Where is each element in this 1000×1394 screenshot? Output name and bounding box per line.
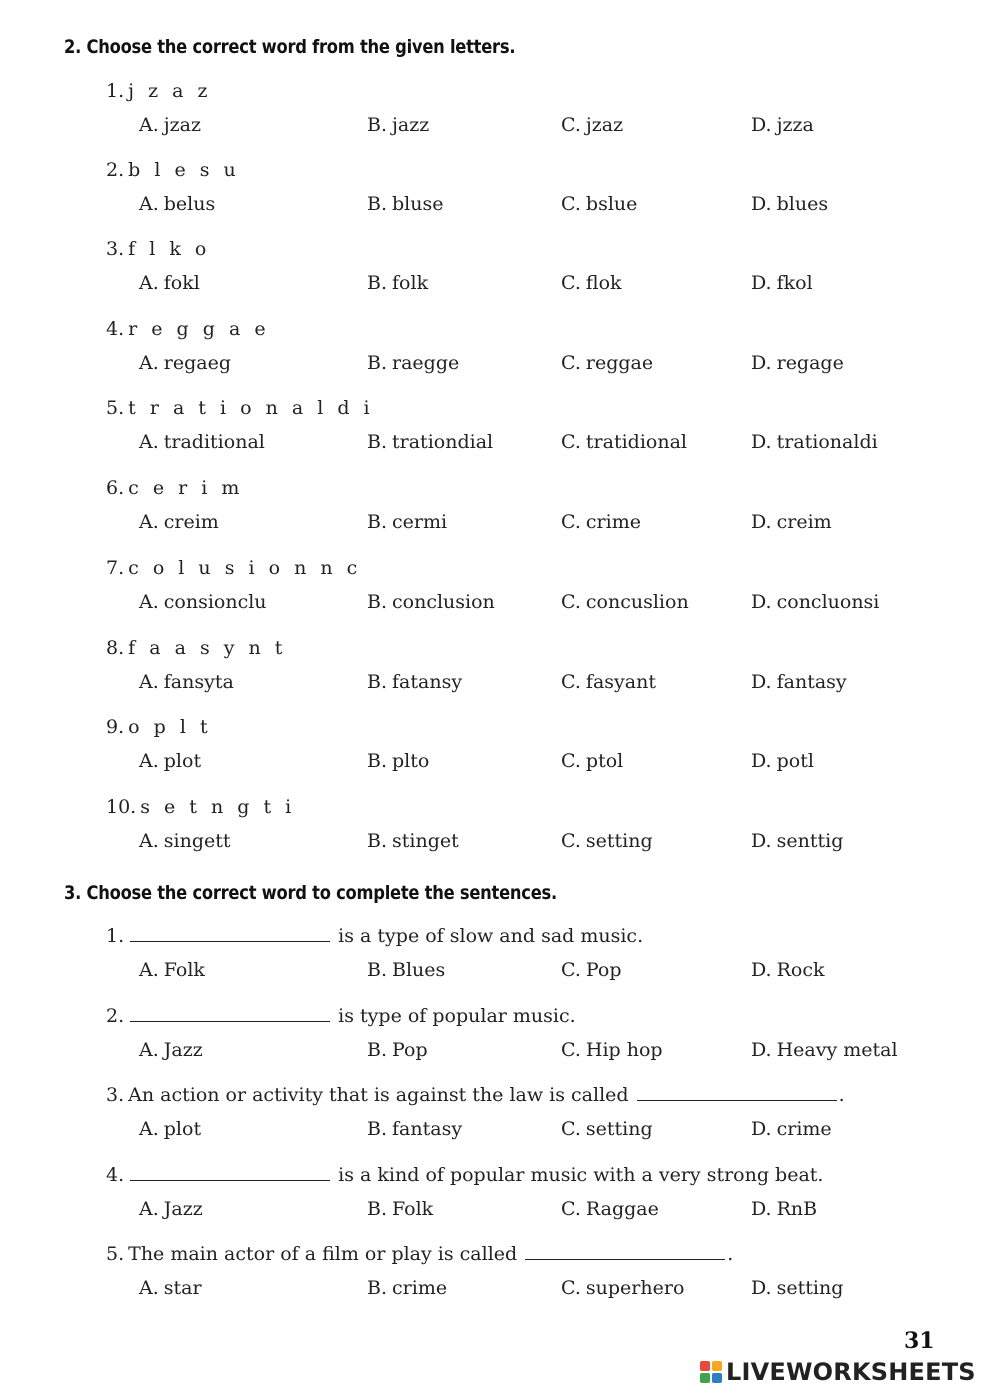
section-2-heading: 2. Choose the correct word from the given letters. [64, 36, 516, 58]
answer-option[interactable]: C. setting [561, 830, 653, 852]
sentence-prompt: 1. is a type of slow and sad music. [106, 925, 644, 947]
answer-option[interactable]: D. fkol [751, 272, 813, 294]
answer-option[interactable]: C. bslue [561, 193, 638, 215]
answer-option[interactable]: C. reggae [561, 352, 654, 374]
answer-option[interactable]: B. fantasy [367, 1118, 463, 1140]
answer-option[interactable]: A. consionclu [139, 591, 267, 613]
liveworksheets-brand: LIVEWORKSHEETS [726, 1358, 976, 1386]
answer-option[interactable]: D. trationaldi [751, 431, 878, 453]
answer-blank[interactable] [130, 1164, 330, 1181]
answer-option[interactable]: B. folk [367, 272, 429, 294]
question-prompt: 8. f a a s y n t [106, 637, 287, 659]
answer-option[interactable]: A. regaeg [139, 352, 231, 374]
answer-blank[interactable] [525, 1243, 725, 1260]
question-prompt: 3. f l k o [106, 238, 211, 260]
logo-square [712, 1373, 722, 1383]
answer-option[interactable]: D. fantasy [751, 671, 847, 693]
answer-option[interactable]: A. plot [139, 750, 202, 772]
answer-option[interactable]: C. jzaz [561, 114, 624, 136]
answer-option[interactable]: D. Heavy metal [751, 1039, 898, 1061]
answer-option[interactable]: D. crime [751, 1118, 832, 1140]
answer-blank[interactable] [130, 925, 330, 942]
answer-option[interactable]: B. trationdial [367, 431, 494, 453]
answer-option[interactable]: A. fokl [139, 272, 200, 294]
answer-option[interactable]: A. creim [139, 511, 219, 533]
answer-option[interactable]: C. concuslion [561, 591, 689, 613]
sentence-prompt: 4. is a kind of popular music with a very strong beat. [106, 1164, 824, 1186]
answer-option[interactable]: B. Blues [367, 959, 446, 981]
answer-option[interactable]: A. Jazz [139, 1039, 203, 1061]
question-prompt: 7. c o l u s i o n n c [106, 557, 362, 579]
answer-option[interactable]: A. singett [139, 830, 231, 852]
answer-option[interactable]: D. creim [751, 511, 832, 533]
answer-option[interactable]: A. plot [139, 1118, 202, 1140]
answer-option[interactable]: B. cermi [367, 511, 448, 533]
answer-blank[interactable] [637, 1084, 837, 1101]
answer-option[interactable]: D. senttig [751, 830, 844, 852]
answer-option[interactable]: C. tratidional [561, 431, 687, 453]
sentence-prompt: 5. The main actor of a film or play is called . [106, 1243, 734, 1265]
question-prompt: 6. c e r i m [106, 477, 244, 499]
answer-option[interactable]: A. jzaz [139, 114, 202, 136]
answer-option[interactable]: C. Hip hop [561, 1039, 663, 1061]
page-number: 31 [904, 1328, 935, 1354]
liveworksheets-logo [700, 1358, 976, 1386]
answer-option[interactable]: A. star [139, 1277, 202, 1299]
answer-option[interactable]: A. fansyta [139, 671, 234, 693]
question-prompt: 9. o p l t [106, 716, 212, 738]
answer-option[interactable]: B. bluse [367, 193, 444, 215]
logo-square [712, 1361, 722, 1371]
logo-square [700, 1361, 710, 1371]
answer-option[interactable]: B. stinget [367, 830, 459, 852]
answer-option[interactable]: B. Folk [367, 1198, 434, 1220]
answer-option[interactable]: B. Pop [367, 1039, 428, 1061]
answer-option[interactable]: A. Folk [139, 959, 205, 981]
question-prompt: 1. j z a z [106, 80, 212, 102]
answer-option[interactable]: C. flok [561, 272, 622, 294]
answer-option[interactable]: C. fasyant [561, 671, 656, 693]
answer-option[interactable]: B. crime [367, 1277, 448, 1299]
sentence-prompt: 3. An action or activity that is against the law is called . [106, 1084, 845, 1106]
answer-option[interactable]: C. Pop [561, 959, 622, 981]
answer-blank[interactable] [130, 1005, 330, 1022]
answer-option[interactable]: B. conclusion [367, 591, 495, 613]
answer-option[interactable]: A. Jazz [139, 1198, 203, 1220]
section-3-heading: 3. Choose the correct word to complete the sentences. [64, 882, 557, 904]
answer-option[interactable]: D. blues [751, 193, 829, 215]
answer-option[interactable]: D. Rock [751, 959, 825, 981]
liveworksheets-logo-icon [700, 1361, 722, 1383]
answer-option[interactable]: C. superhero [561, 1277, 685, 1299]
logo-square [700, 1373, 710, 1383]
question-prompt: 2. b l e s u [106, 159, 240, 181]
answer-option[interactable]: C. setting [561, 1118, 653, 1140]
answer-option[interactable]: B. jazz [367, 114, 430, 136]
question-prompt: 10. s e t n g t i [106, 796, 296, 818]
question-prompt: 5. t r a t i o n a l d i [106, 397, 374, 419]
answer-option[interactable]: D. concluonsi [751, 591, 880, 613]
answer-option[interactable]: B. plto [367, 750, 430, 772]
answer-option[interactable]: D. RnB [751, 1198, 818, 1220]
answer-option[interactable]: D. regage [751, 352, 844, 374]
answer-option[interactable]: D. jzza [751, 114, 814, 136]
answer-option[interactable]: C. Raggae [561, 1198, 659, 1220]
answer-option[interactable]: C. ptol [561, 750, 624, 772]
answer-option[interactable]: A. belus [139, 193, 216, 215]
answer-option[interactable]: D. potl [751, 750, 814, 772]
sentence-prompt: 2. is type of popular music. [106, 1005, 576, 1027]
answer-option[interactable]: B. raegge [367, 352, 460, 374]
answer-option[interactable]: D. setting [751, 1277, 844, 1299]
question-prompt: 4. r e g g a e [106, 318, 270, 340]
answer-option[interactable]: B. fatansy [367, 671, 463, 693]
answer-option[interactable]: C. crime [561, 511, 641, 533]
answer-option[interactable]: A. traditional [139, 431, 265, 453]
